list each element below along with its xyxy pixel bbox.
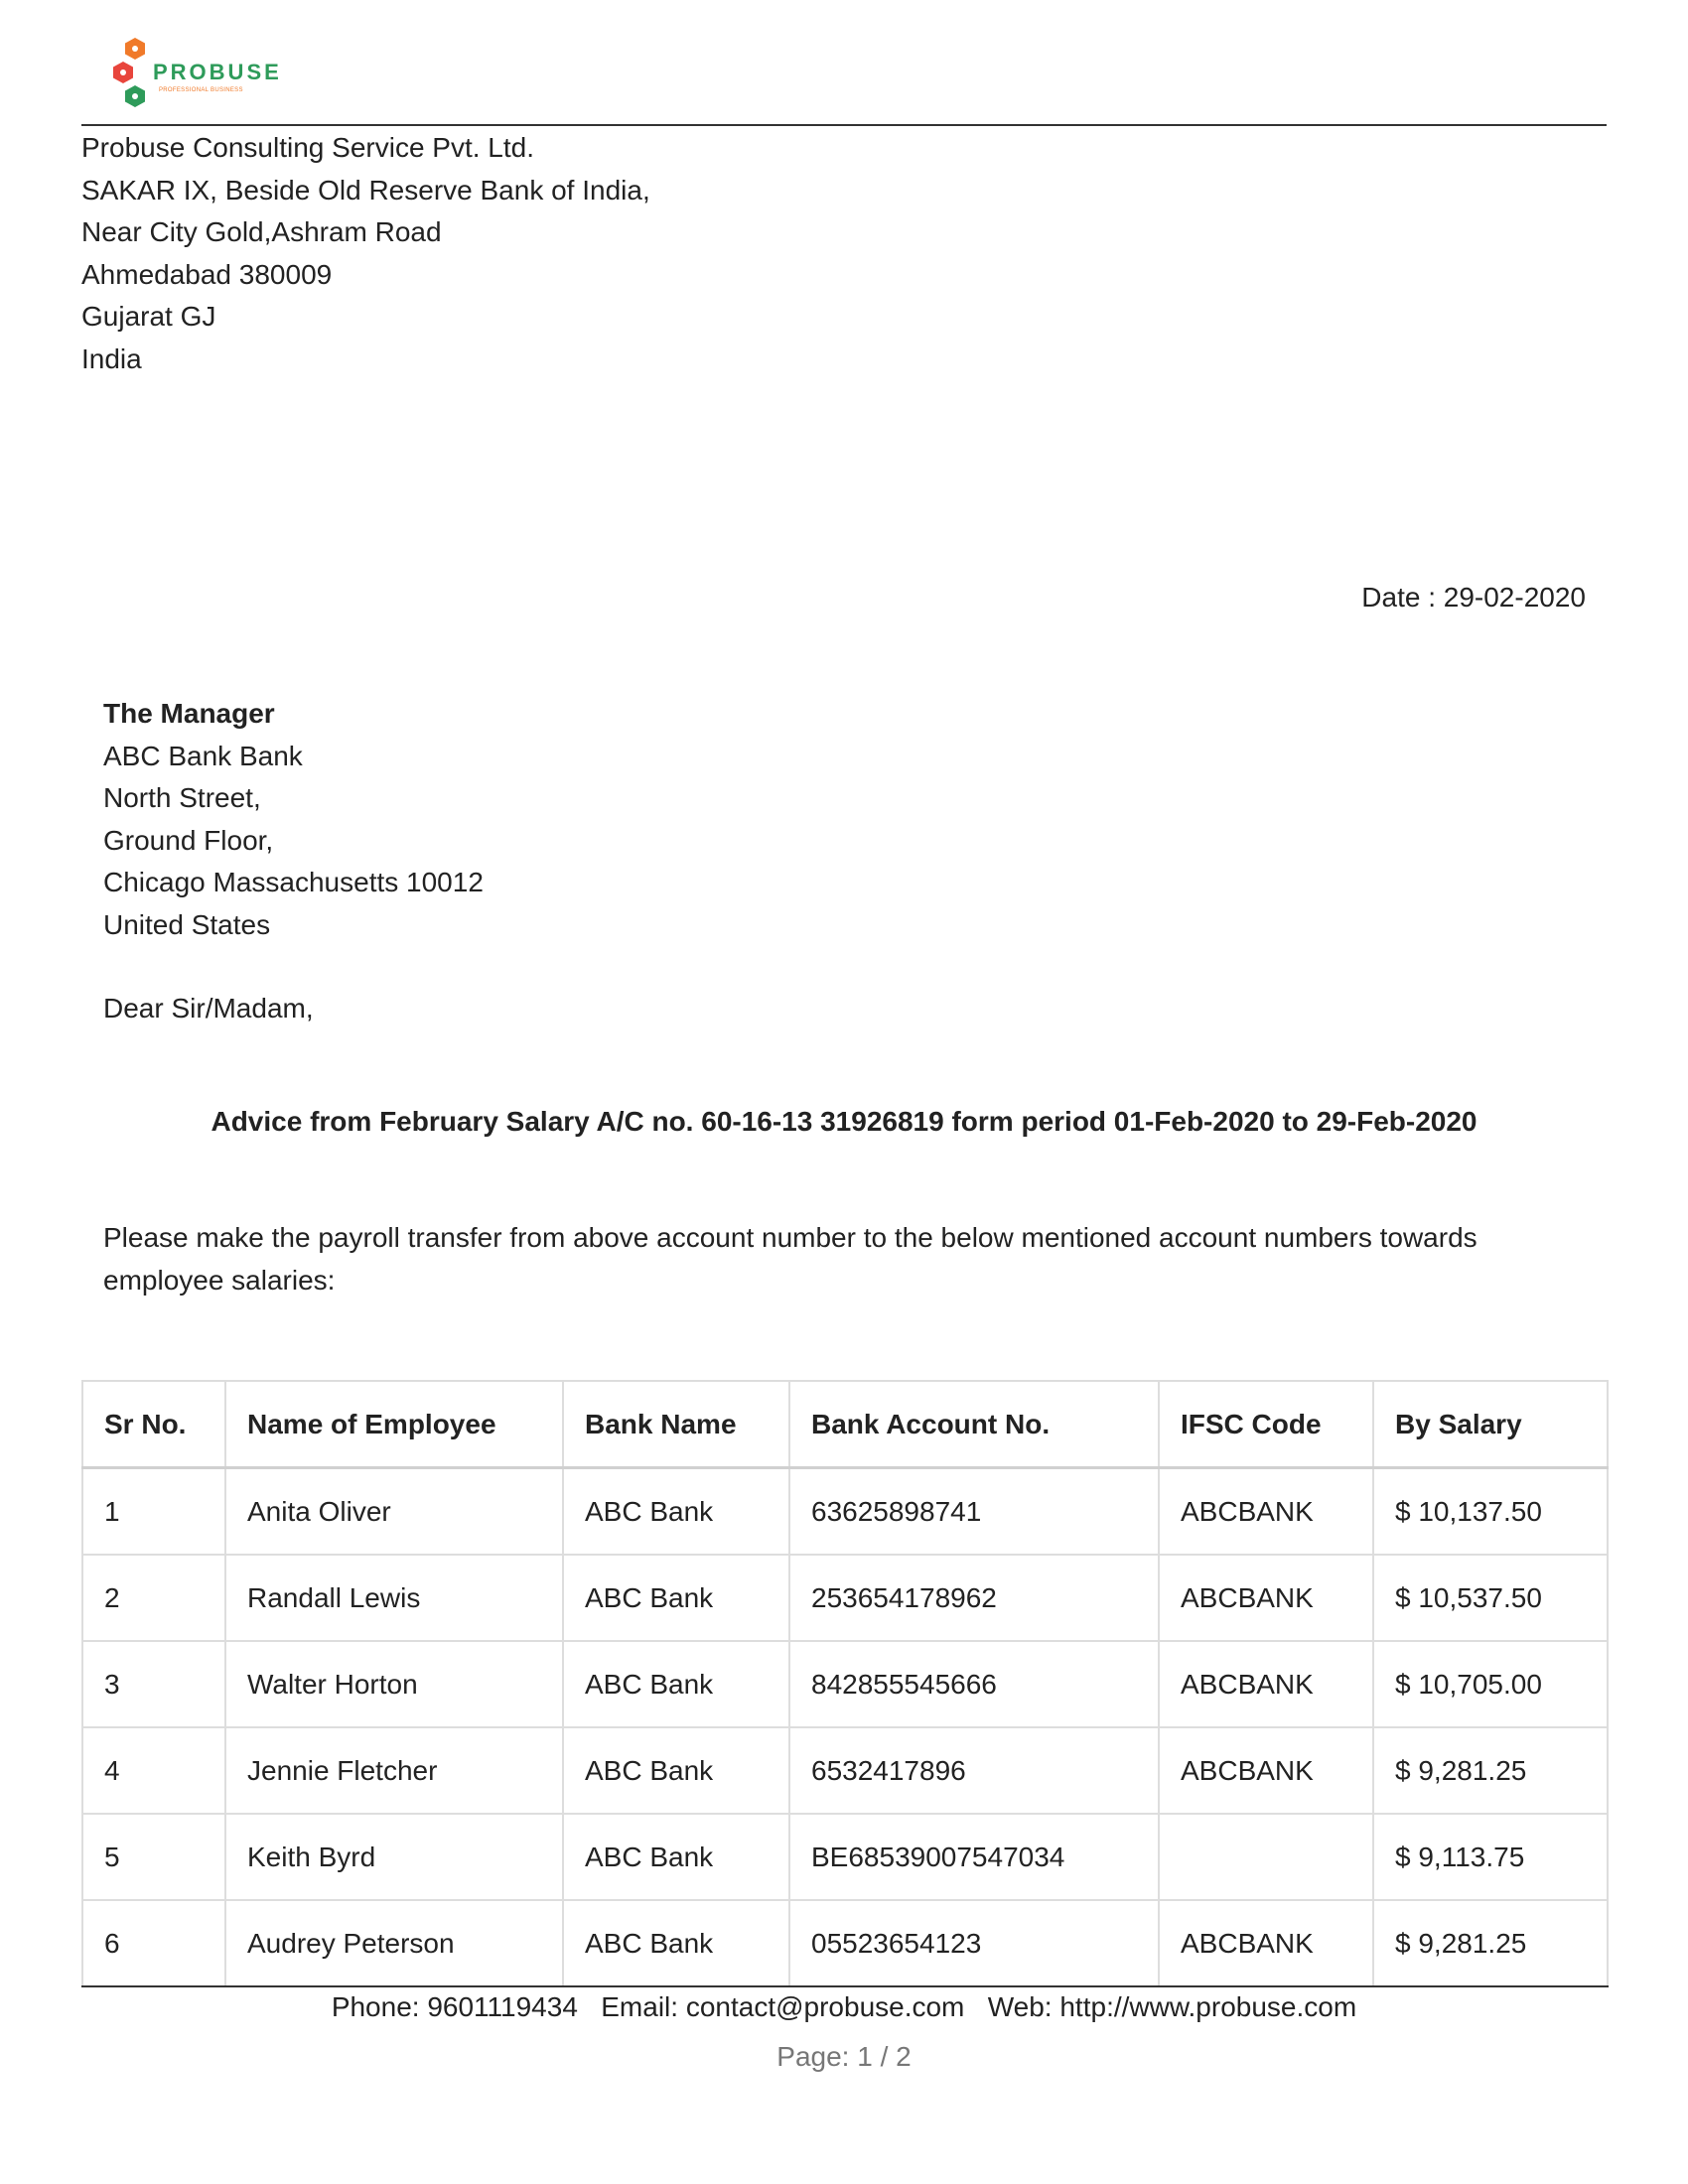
column-header: By Salary [1373,1381,1608,1468]
sender-line: India [81,342,142,374]
sender-line: Probuse Consulting Service Pvt. Ltd. [81,132,535,163]
table-cell: 6 [82,1900,225,1986]
recipient-line: ABC Bank Bank [103,740,303,771]
table-row [82,1555,1608,1641]
column-header: Bank Name [563,1381,789,1468]
recipient-line: United States [103,908,271,940]
recipient-line: Chicago Massachusetts 10012 [103,867,484,898]
table-cell [1159,1814,1373,1900]
table-cell: 842855545666 [789,1641,1159,1727]
sender-address [81,127,650,381]
logo-tagline: PROFESSIONAL BUSINESS [159,87,243,93]
table-cell: Jennie Fletcher [225,1727,563,1814]
table-cell: Anita Oliver [225,1468,563,1556]
recipient-line: Ground Floor, [103,824,274,856]
table-row [82,1641,1608,1727]
table-cell: Randall Lewis [225,1555,563,1641]
table-cell: BE68539007547034 [789,1814,1159,1900]
salary-table [81,1380,1609,1987]
letter-date: Date : 29-02-2020 [1361,582,1586,613]
table-cell: ABCBANK [1159,1468,1373,1556]
table-cell: $ 9,281.25 [1373,1727,1608,1814]
column-header: Bank Account No. [789,1381,1159,1468]
table-cell: 3 [82,1641,225,1727]
table-cell: $ 10,705.00 [1373,1641,1608,1727]
table-cell: 253654178962 [789,1555,1159,1641]
table-cell: ABC Bank [563,1641,789,1727]
table-cell: 6532417896 [789,1727,1159,1814]
table-cell: ABC Bank [563,1900,789,1986]
table-cell: ABC Bank [563,1555,789,1641]
table-header-row [82,1381,1608,1468]
table-cell: ABC Bank [563,1814,789,1900]
table-cell: ABCBANK [1159,1900,1373,1986]
recipient-address [103,693,484,947]
table-row [82,1727,1608,1814]
column-header: Sr No. [82,1381,225,1468]
sender-line: Ahmedabad 380009 [81,258,333,290]
letter-subject: Advice from February Salary A/C no. 60-16-13 31926819 form period 01-Feb-2020 to 29-Feb-2020 [211,1106,1477,1137]
table-cell: 05523654123 [789,1900,1159,1986]
salutation: Dear Sir/Madam, [103,993,314,1024]
table-cell: ABCBANK [1159,1641,1373,1727]
table-cell: ABCBANK [1159,1727,1373,1814]
table-row [82,1468,1608,1556]
table-cell: 1 [82,1468,225,1556]
table-cell: ABCBANK [1159,1555,1373,1641]
table-row [82,1900,1608,1986]
column-header: Name of Employee [225,1381,563,1468]
sender-line: Gujarat GJ [81,301,216,333]
table-cell: $ 9,281.25 [1373,1900,1608,1986]
company-logo [103,34,282,119]
table-cell: $ 10,537.50 [1373,1555,1608,1641]
table-cell: 63625898741 [789,1468,1159,1556]
table-cell: 5 [82,1814,225,1900]
table-cell: Walter Horton [225,1641,563,1727]
header-divider [81,124,1607,126]
table-cell: 4 [82,1727,225,1814]
table-row [82,1814,1608,1900]
logo-wordmark: PROBUSE [153,60,282,84]
letter-body: Please make the payroll transfer from above account number to the below mentioned account numbers towards employee salaries: [103,1222,1477,1296]
column-header: IFSC Code [1159,1381,1373,1468]
footer-email: Email: contact@probuse.com [601,1991,965,2022]
table-cell: Keith Byrd [225,1814,563,1900]
recipient-name: The Manager [103,698,275,729]
recipient-line: North Street, [103,782,261,814]
footer-phone: Phone: 9601119434 [331,1991,578,2022]
table-cell: 2 [82,1555,225,1641]
table-cell: ABC Bank [563,1468,789,1556]
table-cell: $ 9,113.75 [1373,1814,1608,1900]
page-number: Page: 1 / 2 [776,2041,912,2072]
table-cell: $ 10,137.50 [1373,1468,1608,1556]
sender-line: SAKAR IX, Beside Old Reserve Bank of India, [81,174,650,205]
footer-web: Web: http://www.probuse.com [987,1991,1357,2022]
table-cell: ABC Bank [563,1727,789,1814]
footer-contact [0,1991,1688,2023]
table-cell: Audrey Peterson [225,1900,563,1986]
sender-line: Near City Gold,Ashram Road [81,216,442,248]
